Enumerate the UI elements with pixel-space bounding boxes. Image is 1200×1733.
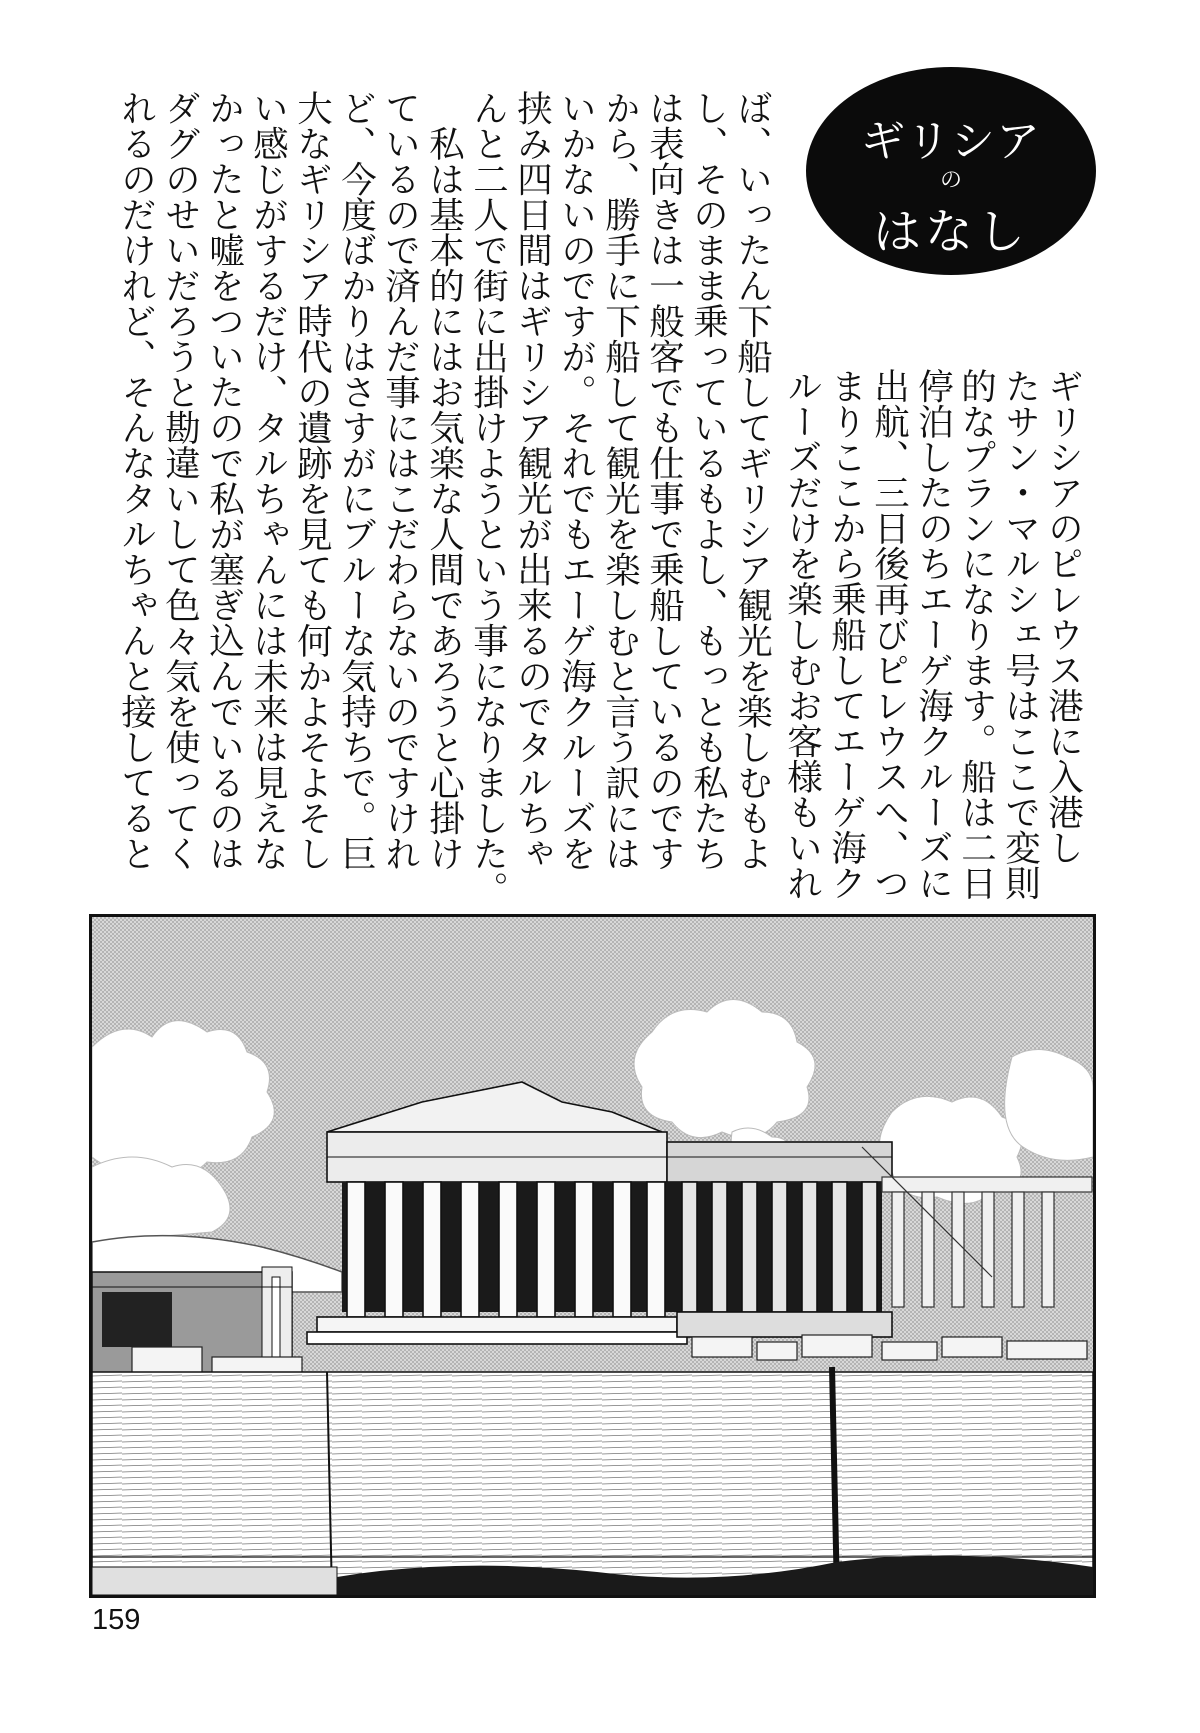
page-number: 159: [92, 1604, 141, 1636]
text-column-2: たサン・マルシェ号はここで変則: [999, 368, 1041, 901]
text-column-11: から、勝手に下船して観光を楽しむと言う訳には: [599, 90, 641, 871]
text-column-14: んと二人で街に出掛けようという事になりました。: [467, 90, 509, 907]
text-column-8: ば、いったん下船してギリシア観光を楽しむもよ: [731, 90, 773, 871]
text-column-6: まりここから乗船してエーゲ海ク: [825, 368, 867, 901]
text-column-13: 挟み四日間はギリシア観光が出来るのでタルちゃ: [511, 90, 553, 871]
text-column-22: れるのだけれど、そんなタルちゃんと接してると: [115, 90, 157, 871]
text-column-19: い感じがするだけ、タルちゃんには未来は見えな: [247, 90, 289, 871]
title-line-girishia: ギリシア: [861, 116, 1041, 167]
text-column-12: いかないのですが。それでもエーゲ海クルーズを: [555, 90, 597, 871]
text-column-21: ダグのせいだろうと勘違いして色々気を使ってく: [159, 90, 201, 871]
title-line-no: の: [939, 168, 962, 193]
text-column-3: 的なプランになります。船は二日: [955, 368, 997, 901]
title-badge: [806, 67, 1096, 275]
text-column-10: は表向きは一般客でも仕事で乗船しているのです: [643, 90, 685, 871]
title-line-hanashi: はなし: [872, 204, 1029, 260]
text-column-7: ルーズだけを楽しむお客様もいれ: [781, 368, 823, 901]
text-column-9: し、そのまま乗っているもよし、もっとも私たち: [687, 90, 729, 871]
parthenon-illustration: [92, 917, 1093, 1595]
brick-wall: [92, 1567, 337, 1595]
text-column-4: 停泊したのちエーゲ海クルーズに: [912, 368, 954, 901]
parthenon-illustration-panel: [89, 914, 1096, 1598]
text-column-15: 私は基本的にはお気楽な人間であろうと心掛け: [423, 90, 465, 871]
text-column-17: ど、今度ばかりはさすがにブルーな気持ちで。巨: [335, 90, 377, 871]
text-column-18: 大なギリシア時代の遺跡を見ても何かよそよそし: [291, 90, 333, 871]
text-column-5: 出航、三日後再びピレウスへ、つ: [868, 368, 910, 901]
text-column-20: かったと嘘をついたので私が塞ぎ込んでいるのは: [203, 90, 245, 871]
text-column-1: ギリシアのピレウス港に入港し: [1042, 368, 1084, 865]
text-column-16: ているので済んだ事にはこだわらないのですけれ: [379, 90, 421, 871]
